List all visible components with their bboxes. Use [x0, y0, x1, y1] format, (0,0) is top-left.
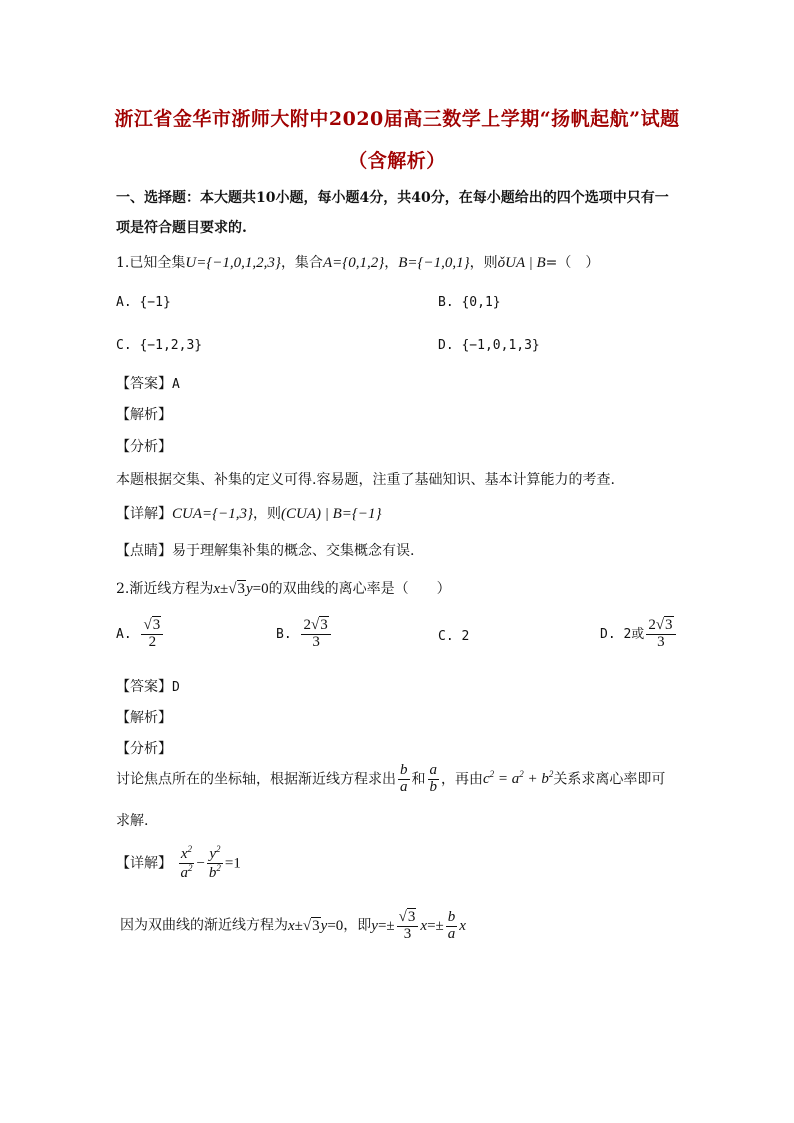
q2-option-d: D. 2或 $\frac{2√3}{3}$ — [600, 618, 678, 651]
q2-analysis-part3: 关系求离心率即可 — [553, 771, 666, 788]
q2-detail-label: 【详解】 — [116, 855, 172, 872]
q1-jiexi-label: 【解析】 — [116, 407, 172, 423]
q1-analysis: 本题根据交集、补集的定义可得.容易题，注重了基础知识、基本计算能力的考查. — [116, 472, 615, 488]
q2-stem — [116, 578, 451, 598]
q2-stem-text: 渐近线方程为 — [129, 581, 214, 597]
q1-option-b: B. {0,1} — [438, 295, 501, 310]
q1-mid3: ，则 — [469, 255, 498, 271]
q2-analysis-and: 和 — [411, 771, 426, 788]
q1-stem-text: 已知全集 — [129, 255, 186, 271]
q1-detail-math2: (CUA) | B={−1} — [281, 506, 382, 522]
q1-set-b: B={−1,0,1} — [398, 255, 470, 271]
q1-note-text: 易于理解集补集的概念、交集概念有误. — [172, 543, 415, 559]
q2-fenxi-label: 【分析】 — [116, 741, 172, 757]
q1-mid2: ， — [384, 255, 399, 271]
q1-detail-mid: ，则 — [253, 506, 281, 522]
q2-answer-value: D — [172, 680, 180, 695]
q2-number: 2. — [116, 581, 130, 597]
q2-option-b-label: B. — [276, 626, 292, 642]
q2-last-part1: 因为双曲线的渐近线方程为 — [120, 917, 288, 934]
q2-jiexi-label: 【解析】 — [116, 710, 172, 726]
q2-option-a-label: A. — [116, 626, 132, 642]
doc-subtitle: （含解析） — [348, 150, 446, 172]
q2-option-d-label: D. 2或 — [600, 626, 645, 642]
q1-detail-label: 【详解】 — [116, 506, 172, 522]
q1-option-d: D. {−1,0,1,3} — [438, 338, 540, 353]
q2-option-a: A. $\frac{√3}{2}$ — [116, 618, 165, 651]
section-heading-line2: 项是符合题目要求的. — [116, 220, 247, 236]
q1-fenxi-label: 【分析】 — [116, 439, 172, 455]
q2-analysis-part2: ，再由 — [441, 771, 483, 788]
q2-analysis-line2: 求解. — [116, 813, 149, 829]
q1-option-a: A. {−1} — [116, 295, 171, 310]
q2-last-part2: ，即 — [343, 917, 372, 934]
q2-analysis-part1: 讨论焦点所在的坐标轴，根据渐近线方程求出 — [116, 771, 396, 788]
q2-c-relation: $c^2 = a^2 + b^2$ — [483, 769, 554, 788]
q1-note-label: 【点睛】 — [116, 543, 172, 559]
q1-answer-label: 【答案】 — [116, 376, 172, 392]
q1-mid1: ，集合 — [280, 255, 323, 271]
q1-detail-math1: CUA={−1,3} — [172, 506, 253, 522]
q1-expr: ǒUA | B — [497, 255, 546, 271]
q2-option-b: B. $\frac{2√3}{3}$ — [276, 618, 333, 651]
q1-set-u: U={−1,0,1,2,3} — [185, 255, 281, 271]
q1-note — [116, 540, 414, 560]
q1-tail: =（ ） — [545, 255, 600, 271]
q2-equation: x±√3y=0 — [213, 581, 269, 597]
q2-answer-label: 【答案】 — [116, 679, 172, 695]
section-heading-line1: 一、选择题：本大题共10小题，每小题4分，共40分，在每小题给出的四个选项中只有一 — [116, 190, 669, 206]
q1-number: 1. — [116, 255, 130, 271]
q1-detail — [116, 503, 382, 523]
q2-analysis-line1: 讨论焦点所在的坐标轴，根据渐近线方程求出 $\frac{b}{a}$ 和 $\frac{a}{b}$ ，再由$c^2 = a^2 + b^2$关系求离心率即可 — [116, 762, 666, 795]
q2-last-eq1: x±√3y=0 — [288, 917, 344, 934]
q2-last-eq2: y=± $\frac{√3}{3}$ x=± $\frac{b}{a}$ x — [371, 909, 466, 942]
q1-answer — [116, 373, 180, 393]
q2-answer — [116, 676, 180, 696]
q2-last-line — [120, 910, 466, 943]
q2-stem-tail: 的双曲线的离心率是（ ） — [268, 581, 451, 597]
q1-option-c: C. {−1,2,3} — [116, 338, 203, 353]
q1-stem — [116, 252, 599, 272]
q2-option-c: C. 2 — [438, 629, 470, 644]
q1-set-a: A={0,1,2} — [322, 255, 385, 271]
q2-detail: 【详解】 $\frac{x^2}{a^2}$ − $\frac{y^2}{b^2}$ =1 — [116, 844, 241, 881]
doc-title: 浙江省金华市浙师大附中2020届高三数学上学期“扬帆起航”试题 — [114, 108, 680, 130]
q1-answer-value: A — [172, 377, 180, 392]
